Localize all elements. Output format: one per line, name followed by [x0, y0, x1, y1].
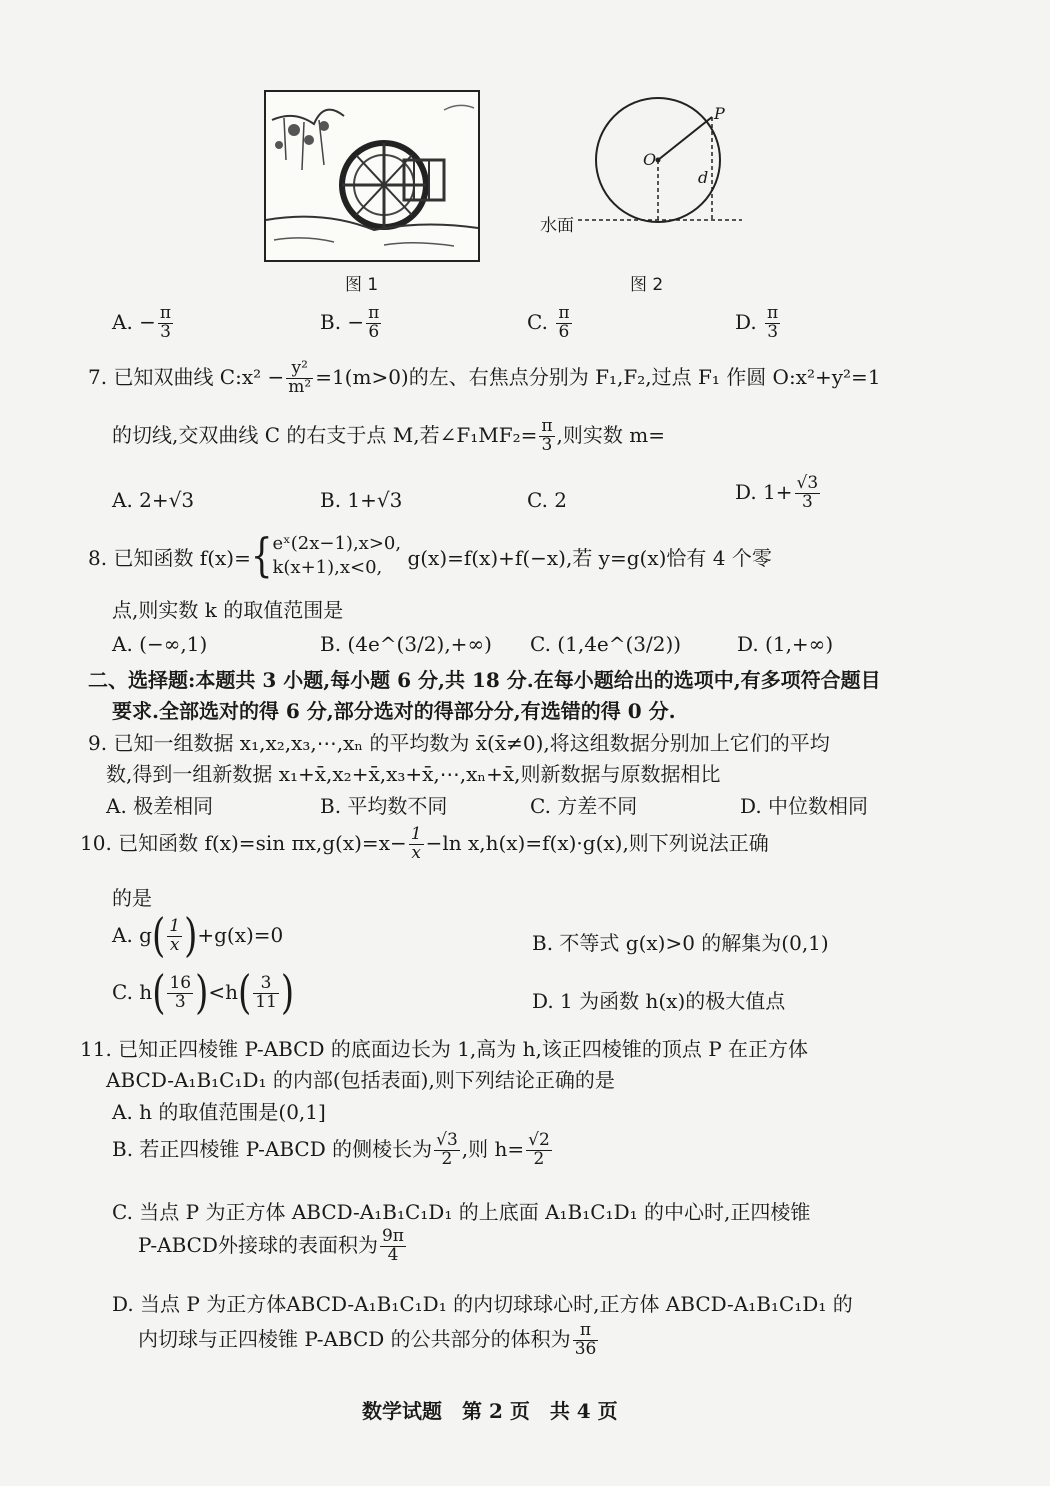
- q11-option-c-line1: C. 当点 P 为正方体 ABCD-A₁B₁C₁D₁ 的上底面 A₁B₁C₁D₁ 的中心时,正四棱锥: [112, 1200, 811, 1224]
- q11-line1: 11. 已知正四棱锥 P-ABCD 的底面边长为 1,高为 h,该正四棱锥的顶点 P 在正方体: [80, 1037, 809, 1061]
- figure-2-caption: 图 2: [630, 275, 664, 295]
- q7-option-b: B. 1+√3: [320, 488, 403, 512]
- figure-1-caption: 图 1: [345, 275, 379, 295]
- q7-line1: 7. 已知双曲线 C:x² − $\frac{\text{y²}}{\text{m²}}$ =1(m>0)的左、右焦点分别为 F₁,F₂,过点 F₁ 作圆 O:x²+y²=1: [88, 358, 881, 397]
- q9-line1: 9. 已知一组数据 x₁,x₂,x₃,⋯,xₙ 的平均数为 x̄(x̄≠0),将这组数据分别加上它们的平均: [88, 731, 830, 755]
- q6-option-b: B. − $\frac{\pi}{6}$: [320, 303, 380, 342]
- q11-option-d-line2: 内切球与正四棱锥 P-ABCD 的公共部分的体积为 $\frac{\pi}{36}$: [138, 1320, 597, 1359]
- q8-line2: 点,则实数 k 的取值范围是: [112, 598, 344, 622]
- q10-line1: 10. 已知函数 f(x)=sin πx,g(x)=x− $\frac{1}{x}$ −ln x,h(x)=f(x)·g(x),则下列说法正确: [80, 824, 769, 863]
- q7-option-d: D. 1+ $\frac{√3}{3}$: [735, 473, 819, 512]
- q8-option-d: D. (1,+∞): [737, 632, 834, 656]
- section-2-instructions-line2: 要求.全部选对的得 6 分,部分选对的得部分分,有选错的得 0 分.: [112, 699, 676, 723]
- q10-option-a: A. g( $\frac{1}{x}$ )+g(x)=0: [112, 909, 284, 964]
- q10-option-b: B. 不等式 g(x)>0 的解集为(0,1): [532, 931, 829, 955]
- q9-option-b: B. 平均数不同: [320, 794, 448, 818]
- water-wheel-illustration: [264, 90, 480, 262]
- q8-option-b: B. (4e^(3/2),+∞): [320, 632, 492, 656]
- q10-option-c: C. h( $\frac{16}{3}$ )<h( $\frac{3}{11}$ ): [112, 966, 295, 1021]
- q6-option-a: A. − $\frac{\pi}{3}$: [112, 303, 172, 342]
- q10-option-d: D. 1 为函数 h(x)的极大值点: [532, 989, 786, 1013]
- q8-option-c: C. (1,4e^(3/2)): [530, 632, 682, 656]
- q6-option-c: C. $\frac{\pi}{6}$: [527, 303, 570, 342]
- q9-option-d: D. 中位数相同: [740, 794, 869, 818]
- q11-option-b: B. 若正四棱锥 P-ABCD 的侧棱长为 $\frac{√3}{2}$ ,则 h= $\frac{√2}{2}$: [112, 1130, 550, 1169]
- q10-line2: 的是: [112, 886, 152, 910]
- q9-line2: 数,得到一组新数据 x₁+x̄,x₂+x̄,x₃+x̄,⋯,xₙ+x̄,则新数据与原数据相比: [106, 762, 721, 786]
- figure-1: [264, 90, 480, 262]
- page-footer: 数学试题 第 2 页 共 4 页: [362, 1399, 618, 1423]
- q7-option-a: A. 2+√3: [112, 488, 195, 512]
- q6-option-d: D. $\frac{\pi}{3}$: [735, 303, 779, 342]
- q9-option-c: C. 方差不同: [530, 794, 638, 818]
- q11-line2: ABCD-A₁B₁C₁D₁ 的内部(包括表面),则下列结论正确的是: [106, 1068, 615, 1092]
- q9-option-a: A. 极差相同: [106, 794, 214, 818]
- label-P: P: [714, 104, 725, 123]
- q7-line2: 的切线,交双曲线 C 的右支于点 M,若∠F₁MF₂= $\frac{\pi}{3}$ ,则实数 m=: [112, 416, 665, 455]
- section-2-instructions-line1: 二、选择题:本题共 3 小题,每小题 6 分,共 18 分.在每小题给出的选项中,有多项符合题目: [88, 668, 881, 692]
- q8-option-a: A. (−∞,1): [112, 632, 208, 656]
- label-d: d: [698, 168, 709, 187]
- q11-option-c-line2: P-ABCD外接球的表面积为 $\frac{9\pi}{4}$: [138, 1226, 404, 1265]
- q8-line1: 8. 已知函数 f(x)={ eˣ(2x−1),x>0, k(x+1),x<0, g(x)=f(x)+f(−x),若 y=g(x)恰有 4 个零: [88, 529, 772, 584]
- water-surface-label: 水面: [540, 216, 574, 236]
- q7-option-c: C. 2: [527, 488, 568, 512]
- q11-option-d-line1: D. 当点 P 为正方体ABCD-A₁B₁C₁D₁ 的内切球球心时,正方体 ABCD-A₁B₁C₁D₁ 的: [112, 1292, 853, 1316]
- q11-option-a: A. h 的取值范围是(0,1]: [112, 1100, 326, 1124]
- label-O: O: [643, 150, 657, 169]
